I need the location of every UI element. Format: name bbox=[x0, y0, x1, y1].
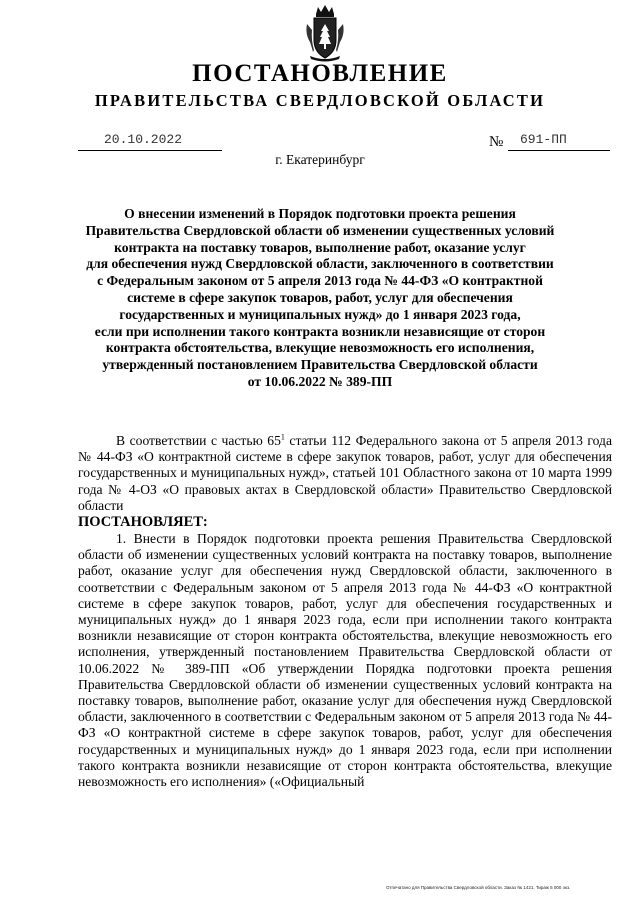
heading-line: с Федеральным законом от 5 апреля 2013 года № 44-ФЗ «О контрактной bbox=[97, 273, 543, 289]
document-subtitle: ПРАВИТЕЛЬСТВА СВЕРДЛОВСКОЙ ОБЛАСТИ bbox=[94, 91, 546, 110]
number-field bbox=[508, 132, 610, 151]
heading-line: контракта обстоятельства, влекущие невозможность его исполнения, bbox=[105, 340, 535, 356]
heading-line: системе в сфере закупок товаров, работ, услуг для обеспечения bbox=[127, 289, 513, 305]
coat-of-arms-icon bbox=[304, 4, 346, 62]
heading-line: государственных и муниципальных нужд» до 1 января 2023 года, bbox=[119, 306, 521, 322]
number-label: № bbox=[489, 134, 504, 150]
document-number: 691-ПП bbox=[520, 132, 567, 147]
heading-line: для обеспечения нужд Свердловской области, заключенного в соответствии bbox=[86, 256, 554, 272]
heading-line: если при исполнении такого контракта возникли независящие от сторон bbox=[94, 323, 546, 339]
document-date: 20.10.2022 bbox=[104, 132, 183, 147]
document-heading bbox=[60, 206, 580, 391]
heading-line: от 10.06.2022 № 389-ПП bbox=[247, 373, 393, 389]
city: г. Екатеринбург bbox=[275, 152, 365, 167]
intro-superscript: 1 bbox=[280, 432, 285, 442]
heading-line: контракта на поставку товаров, выполнение работ, оказание услуг bbox=[114, 239, 526, 255]
decree-word: ПОСТАНОВЛЯЕТ: bbox=[78, 514, 208, 531]
document-title: ПОСТАНОВЛЕНИЕ bbox=[192, 60, 448, 87]
heading-line: утвержденный постановлением Правительства Свердловской области bbox=[102, 357, 538, 373]
item-1-paragraph: 1. Внести в Порядок подготовки проекта решения Правительства Свердловской области об изменении существенных условий контракта на поставку товаров, выполнение работ, оказание услуг для обеспечения нужд Свердловской области, заключенного в соответствии с Федеральным законом от 5 апреля 2013 года № 44-ФЗ «О контрактной системе в сфере закупок товаров, работ, услуг для обеспечения государственных и муниципальных нужд» до 1 января 2023 года, если при исполнении такого контракта возникли независящие от сторон контракта обстоятельства, влекущие невозможность его исполнения, утвержденный постановлением Правительства Свердловской области от 10.06.2022 № 389-ПП «Об утверждении Порядка подготовки проекта решения Правительства Свердловской области об изменении существенных условий контракта на поставку товаров, выполнение работ, оказание услуг для обеспечения нужд Свердловской области, заключенного в соответствии с Федеральным законом от 5 апреля 2013 года № 44-ФЗ «О контрактной системе в сфере закупок товаров, работ, услуг для обеспечения государственных и муниципальных нужд» до 1 января 2023 года, если при исполнении такого контракта возникли независящие от сторон контракта обстоятельства, влекущие невозможность его исполнения» («Официальный bbox=[78, 531, 612, 790]
intro-text-end: статьи 112 Федерального закона от 5 апреля 2013 года № 44-ФЗ «О контрактной системе в сфере закупок товаров, работ, услуг для обеспечения государственных и муниципальных нужд», статьей 101 Областного закона от 10 марта 1999 года № 4-ОЗ «О правовых актах в Свердловской области» Правительство Свердловской области bbox=[78, 433, 612, 513]
intro-text-start: В соответствии с частью 65 bbox=[116, 433, 281, 448]
heading-line: О внесении изменений в Порядок подготовки проекта решения bbox=[124, 206, 516, 221]
date-field bbox=[78, 132, 222, 151]
document-body bbox=[78, 433, 612, 790]
print-note: Отпечатано для Правительства Свердловской области. Заказ № 1421. Тираж 5 000 экз. bbox=[386, 885, 571, 890]
intro-paragraph bbox=[78, 433, 612, 514]
heading-line: Правительства Свердловской области об изменении существенных условий bbox=[85, 222, 555, 238]
